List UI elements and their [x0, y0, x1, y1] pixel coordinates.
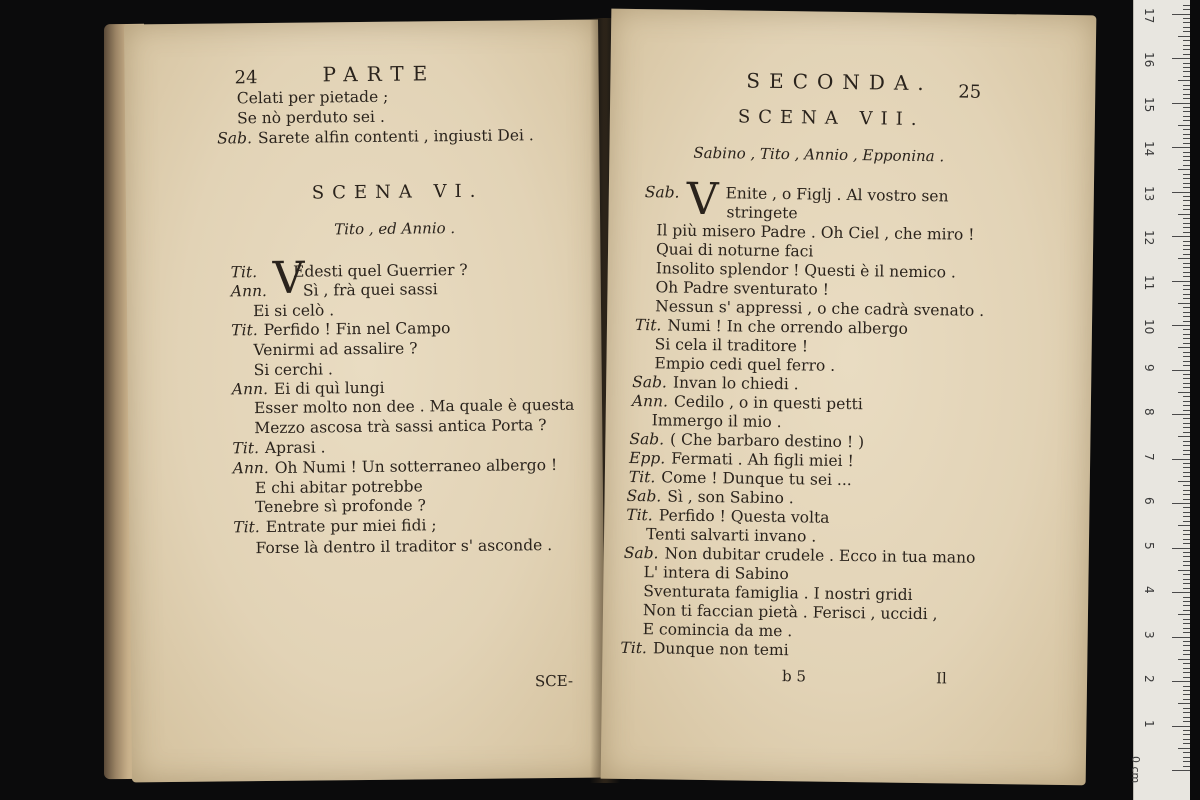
ruler-tick	[1178, 80, 1190, 81]
ruler-tick	[1183, 9, 1190, 10]
text-line: Quai di noturne faci	[655, 240, 814, 261]
ruler-tick	[1183, 708, 1190, 709]
ruler-tick	[1178, 614, 1190, 615]
text-line: Non ti faccian pietà . Ferisci , uccidi ,	[642, 601, 938, 624]
text-line: E comincia da me .	[642, 620, 793, 641]
ruler-tick	[1183, 690, 1190, 691]
ruler-tick	[1183, 721, 1190, 722]
ruler-tick	[1183, 374, 1190, 375]
ruler-tick	[1183, 232, 1190, 233]
ruler-tick	[1183, 423, 1190, 424]
ruler-tick	[1178, 392, 1190, 393]
ruler-tick	[1183, 152, 1190, 153]
ruler-tick	[1178, 214, 1190, 215]
ruler-tick	[1183, 521, 1190, 522]
ruler-tick	[1178, 481, 1190, 482]
ruler-tick	[1183, 356, 1190, 357]
ruler-tick	[1183, 178, 1190, 179]
ruler-tick	[1183, 668, 1190, 669]
ruler-number: 14	[1142, 141, 1156, 157]
ruler-tick	[1183, 200, 1190, 201]
ruler-tick	[1183, 467, 1190, 468]
ruler-tick	[1183, 174, 1190, 175]
ruler-tick	[1183, 76, 1190, 77]
scene-title: SCENA VII.	[737, 106, 925, 131]
ruler-number: 6	[1142, 497, 1156, 505]
ruler-tick	[1183, 507, 1190, 508]
ruler-number: 8	[1142, 408, 1156, 416]
ruler-tick	[1183, 494, 1190, 495]
ruler-tick	[1183, 334, 1190, 335]
ruler-tick	[1183, 98, 1190, 99]
ruler-tick	[1183, 677, 1190, 678]
ruler-tick	[1178, 570, 1190, 571]
ruler-number: 2	[1142, 675, 1156, 683]
ruler-number: 11	[1142, 274, 1156, 290]
ruler-tick	[1183, 699, 1190, 700]
ruler-tick	[1183, 628, 1190, 629]
ruler-tick	[1172, 459, 1190, 460]
ruler-tick	[1172, 147, 1190, 148]
ruler-tick	[1183, 209, 1190, 210]
text-line: Forse là dentro il traditor s' asconde .	[255, 536, 553, 558]
text-line: Epp. Fermati . Ah figli miei !	[629, 448, 854, 471]
text-line: Celati per pietade ;	[236, 87, 389, 108]
catchword: Il	[935, 669, 947, 688]
ruler-tick	[1183, 654, 1190, 655]
ruler-tick	[1178, 36, 1190, 37]
ruler-tick	[1183, 561, 1190, 562]
right-page	[601, 9, 1097, 786]
ruler-tick	[1183, 329, 1190, 330]
ruler-tick	[1183, 27, 1190, 28]
ruler-tick	[1183, 94, 1190, 95]
ruler-tick	[1183, 143, 1190, 144]
text-line: Tit. Edesti quel Guerrier ?	[230, 260, 468, 282]
ruler-tick	[1183, 579, 1190, 580]
ruler-tick	[1183, 632, 1190, 633]
drop-cap: V	[272, 252, 305, 304]
text-line: Tit. Aprasi .	[232, 438, 326, 458]
ruler-tick	[1183, 619, 1190, 620]
text-line: E chi abitar potrebbe	[254, 477, 423, 498]
ruler-tick	[1172, 681, 1190, 682]
ruler-tick	[1183, 401, 1190, 402]
ruler-tick	[1183, 694, 1190, 695]
ruler-tick	[1183, 218, 1190, 219]
text-line: Tit. Entrate pur miei fidi ;	[233, 516, 437, 537]
ruler-tick	[1183, 321, 1190, 322]
ruler-tick	[1183, 343, 1190, 344]
ruler-tick	[1183, 361, 1190, 362]
ruler-tick	[1172, 58, 1190, 59]
text-line: Tit. Come ! Dunque tu sei ...	[628, 467, 852, 490]
ruler-tick	[1183, 120, 1190, 121]
ruler-tick	[1183, 387, 1190, 388]
ruler-number: 16	[1142, 52, 1156, 68]
ruler-tick	[1172, 236, 1190, 237]
ruler-number: 4	[1142, 586, 1156, 594]
ruler-number: 7	[1142, 452, 1156, 461]
ruler-tick	[1183, 245, 1190, 246]
ruler-tick	[1183, 18, 1190, 19]
ruler-unit-label: 0 cm	[1129, 756, 1142, 784]
ruler-tick	[1183, 476, 1190, 477]
ruler-tick	[1183, 165, 1190, 166]
ruler-tick	[1183, 365, 1190, 366]
ruler-tick	[1183, 499, 1190, 500]
ruler-tick	[1183, 396, 1190, 397]
ruler-tick	[1183, 196, 1190, 197]
ruler-tick	[1183, 54, 1190, 55]
ruler-tick	[1183, 298, 1190, 299]
ruler-number: 13	[1142, 185, 1156, 201]
ruler-tick	[1172, 281, 1190, 282]
ruler-tick	[1183, 267, 1190, 268]
ruler-tick	[1183, 432, 1190, 433]
text-line: Sab. Sì , son Sabino .	[626, 486, 794, 508]
ruler-tick	[1172, 370, 1190, 371]
text-line: Si cerchi .	[253, 360, 334, 380]
ruler-tick	[1183, 22, 1190, 23]
text-line: Ei si celò .	[252, 301, 335, 321]
ruler-tick	[1172, 637, 1190, 638]
ruler-tick	[1183, 712, 1190, 713]
ruler-tick	[1178, 703, 1190, 704]
ruler-tick	[1183, 530, 1190, 531]
ruler-tick	[1183, 583, 1190, 584]
ruler-tick	[1183, 445, 1190, 446]
catchword: SCE-	[534, 671, 574, 691]
ruler-tick	[1183, 89, 1190, 90]
ruler-tick	[1178, 659, 1190, 660]
ruler-tick	[1183, 156, 1190, 157]
ruler-tick	[1183, 49, 1190, 50]
text-line: Sab. ( Che barbaro destino ! )	[629, 429, 865, 452]
ruler-tick	[1183, 441, 1190, 442]
ruler-tick	[1183, 512, 1190, 513]
ruler-tick	[1172, 414, 1190, 415]
text-line: Ann. Sì , frà quei sassi	[230, 280, 438, 301]
ruler-tick	[1183, 352, 1190, 353]
ruler-tick	[1183, 160, 1190, 161]
ruler-tick	[1183, 463, 1190, 464]
ruler-tick	[1183, 672, 1190, 673]
ruler-tick	[1183, 227, 1190, 228]
ruler-tick	[1183, 289, 1190, 290]
text-line: Se nò perduto sei .	[236, 107, 385, 128]
ruler-tick	[1178, 525, 1190, 526]
ruler-number: 5	[1142, 541, 1156, 550]
text-line: Insolito splendor ! Questi è il nemico .	[655, 259, 956, 282]
ruler-number: 3	[1142, 630, 1156, 639]
ruler-tick	[1183, 490, 1190, 491]
ruler-tick	[1183, 739, 1190, 740]
ruler-tick	[1183, 605, 1190, 606]
ruler-tick	[1183, 5, 1190, 6]
ruler-number: 1	[1142, 719, 1156, 728]
ruler-tick	[1183, 45, 1190, 46]
right-running-header: SECONDA.	[746, 68, 933, 96]
cast-list: Sabino , Tito , Annio , Epponina .	[693, 143, 945, 166]
ruler-tick	[1183, 63, 1190, 64]
text-line: Sab. Invan lo chiedi .	[632, 372, 799, 394]
text-line: Venirmi ad assalire ?	[253, 339, 418, 360]
speaker-label: Sab.	[217, 129, 253, 148]
ruler-tick	[1183, 187, 1190, 188]
ruler-tick	[1183, 743, 1190, 744]
ruler-tick	[1183, 534, 1190, 535]
ruler-tick	[1183, 40, 1190, 41]
left-page-number: 24	[234, 67, 258, 89]
ruler-tick	[1183, 539, 1190, 540]
ruler-tick	[1183, 111, 1190, 112]
scene-title: SCENA VI.	[311, 180, 484, 204]
ruler-tick	[1178, 258, 1190, 259]
ruler-tick	[1178, 748, 1190, 749]
text-line: Esser molto non dee . Ma quale è questa	[253, 395, 575, 418]
ruler-tick	[1183, 734, 1190, 735]
ruler-tick	[1183, 383, 1190, 384]
cast-list: Tito , ed Annio .	[334, 219, 456, 239]
right-page-number: 25	[958, 81, 982, 103]
ruler-tick	[1172, 325, 1190, 326]
text-line: Sab. Sarete alfin contenti , ingiusti Dei .	[217, 126, 534, 148]
ruler-tick	[1178, 125, 1190, 126]
ruler-number: 12	[1142, 230, 1156, 246]
text-line: Tit. Numi ! In che orrendo albergo	[634, 316, 909, 338]
text-line: Mezzo ascosa trà sassi antica Porta ?	[254, 416, 547, 438]
ruler-tick	[1183, 588, 1190, 589]
ruler-tick	[1183, 71, 1190, 72]
ruler-tick	[1183, 241, 1190, 242]
ruler-number: 9	[1142, 363, 1156, 372]
ruler-tick	[1183, 543, 1190, 544]
text-line: Tenebre sì profonde ?	[255, 496, 426, 517]
ruler-tick	[1183, 183, 1190, 184]
signature-mark: b 5	[781, 667, 807, 686]
ruler-tick	[1183, 249, 1190, 250]
ruler-tick	[1183, 485, 1190, 486]
ruler-number: 10	[1142, 319, 1156, 335]
ruler-tick	[1183, 338, 1190, 339]
ruler-tick	[1183, 307, 1190, 308]
ruler-tick	[1183, 757, 1190, 758]
text-line: Si cela il traditore !	[654, 335, 809, 356]
ruler-tick	[1183, 565, 1190, 566]
ruler-tick	[1183, 574, 1190, 575]
text-line: L' intera di Sabino	[643, 563, 789, 584]
ruler-tick	[1183, 752, 1190, 753]
ruler-tick	[1183, 516, 1190, 517]
ruler-tick	[1172, 103, 1190, 104]
ruler-tick	[1172, 192, 1190, 193]
ruler-number: 15	[1142, 96, 1156, 112]
ruler-tick	[1183, 641, 1190, 642]
text-line: Tit. Perfido ! Fin nel Campo	[231, 319, 451, 340]
text-line: stringete	[726, 203, 798, 223]
measuring-ruler	[1129, 0, 1190, 800]
ruler-tick	[1183, 454, 1190, 455]
text-line: Immergo il mio .	[651, 411, 782, 432]
ruler-tick	[1183, 116, 1190, 117]
ruler-tick	[1183, 107, 1190, 108]
ruler-tick	[1172, 548, 1190, 549]
ruler-tick	[1183, 223, 1190, 224]
ruler-tick	[1172, 503, 1190, 504]
ruler-tick	[1183, 31, 1190, 32]
ruler-tick	[1183, 427, 1190, 428]
ruler-tick	[1183, 717, 1190, 718]
ruler-tick	[1183, 610, 1190, 611]
text-line: Sventurata famiglia . I nostri gridi	[643, 582, 913, 604]
text-line: Empio cedi quel ferro .	[654, 354, 836, 375]
ruler-tick	[1183, 450, 1190, 451]
text-line: Sab. Enite , o Figlj . Al vostro sen	[644, 183, 949, 206]
ruler-tick	[1183, 405, 1190, 406]
ruler-tick	[1183, 285, 1190, 286]
ruler-tick	[1178, 436, 1190, 437]
ruler-tick	[1183, 134, 1190, 135]
ruler-tick	[1183, 254, 1190, 255]
ruler-tick	[1183, 263, 1190, 264]
ruler-tick	[1172, 592, 1190, 593]
ruler-tick	[1183, 294, 1190, 295]
ruler-tick	[1183, 472, 1190, 473]
ruler-tick	[1183, 556, 1190, 557]
ruler-tick	[1178, 347, 1190, 348]
text-line: Oh Padre sventurato !	[655, 278, 830, 299]
ruler-tick	[1183, 597, 1190, 598]
ruler-tick	[1183, 85, 1190, 86]
text-line: Sab. Non dubitar crudele . Ecco in tua mano	[623, 543, 976, 567]
ruler-tick	[1183, 67, 1190, 68]
ruler-tick	[1183, 645, 1190, 646]
text-line: Ann. Cedilo , o in questi petti	[631, 391, 863, 414]
ruler-tick	[1183, 663, 1190, 664]
ruler-tick	[1183, 552, 1190, 553]
ruler-tick	[1183, 138, 1190, 139]
ruler-tick	[1183, 623, 1190, 624]
ruler-tick	[1183, 312, 1190, 313]
ruler-tick	[1183, 129, 1190, 130]
left-page	[124, 20, 606, 783]
ruler-tick	[1183, 276, 1190, 277]
ruler-tick	[1183, 686, 1190, 687]
ruler-tick	[1172, 726, 1190, 727]
ruler-tick	[1172, 14, 1190, 15]
ruler-tick	[1183, 378, 1190, 379]
text-line: Nessun s' appressi , o che cadrà svenato .	[655, 297, 985, 320]
ruler-tick	[1183, 730, 1190, 731]
ruler-tick	[1183, 272, 1190, 273]
ruler-tick	[1183, 205, 1190, 206]
ruler-tick	[1183, 650, 1190, 651]
text-line: Tit. Dunque non temi	[620, 638, 789, 660]
drop-cap: V	[686, 173, 719, 226]
ruler-tick	[1183, 316, 1190, 317]
text-line: Il più misero Padre . Oh Ciel , che miro !	[656, 221, 975, 244]
text-line: Tit. Perfido ! Questa volta	[626, 505, 830, 527]
ruler-tick	[1183, 418, 1190, 419]
ruler-tick	[1172, 770, 1190, 771]
ruler-tick	[1178, 303, 1190, 304]
ruler-tick	[1183, 761, 1190, 762]
left-running-header: PARTE	[322, 61, 437, 87]
text-line: Tenti salvarti invano .	[645, 525, 817, 546]
text-line: Ann. Ei di quì lungi	[231, 378, 385, 399]
text-line: Ann. Oh Numi ! Un sotterraneo albergo !	[232, 455, 558, 478]
ruler-tick	[1183, 766, 1190, 767]
ruler-tick	[1178, 169, 1190, 170]
ruler-number: 17	[1142, 7, 1156, 23]
ruler-tick	[1183, 410, 1190, 411]
ruler-tick	[1183, 601, 1190, 602]
